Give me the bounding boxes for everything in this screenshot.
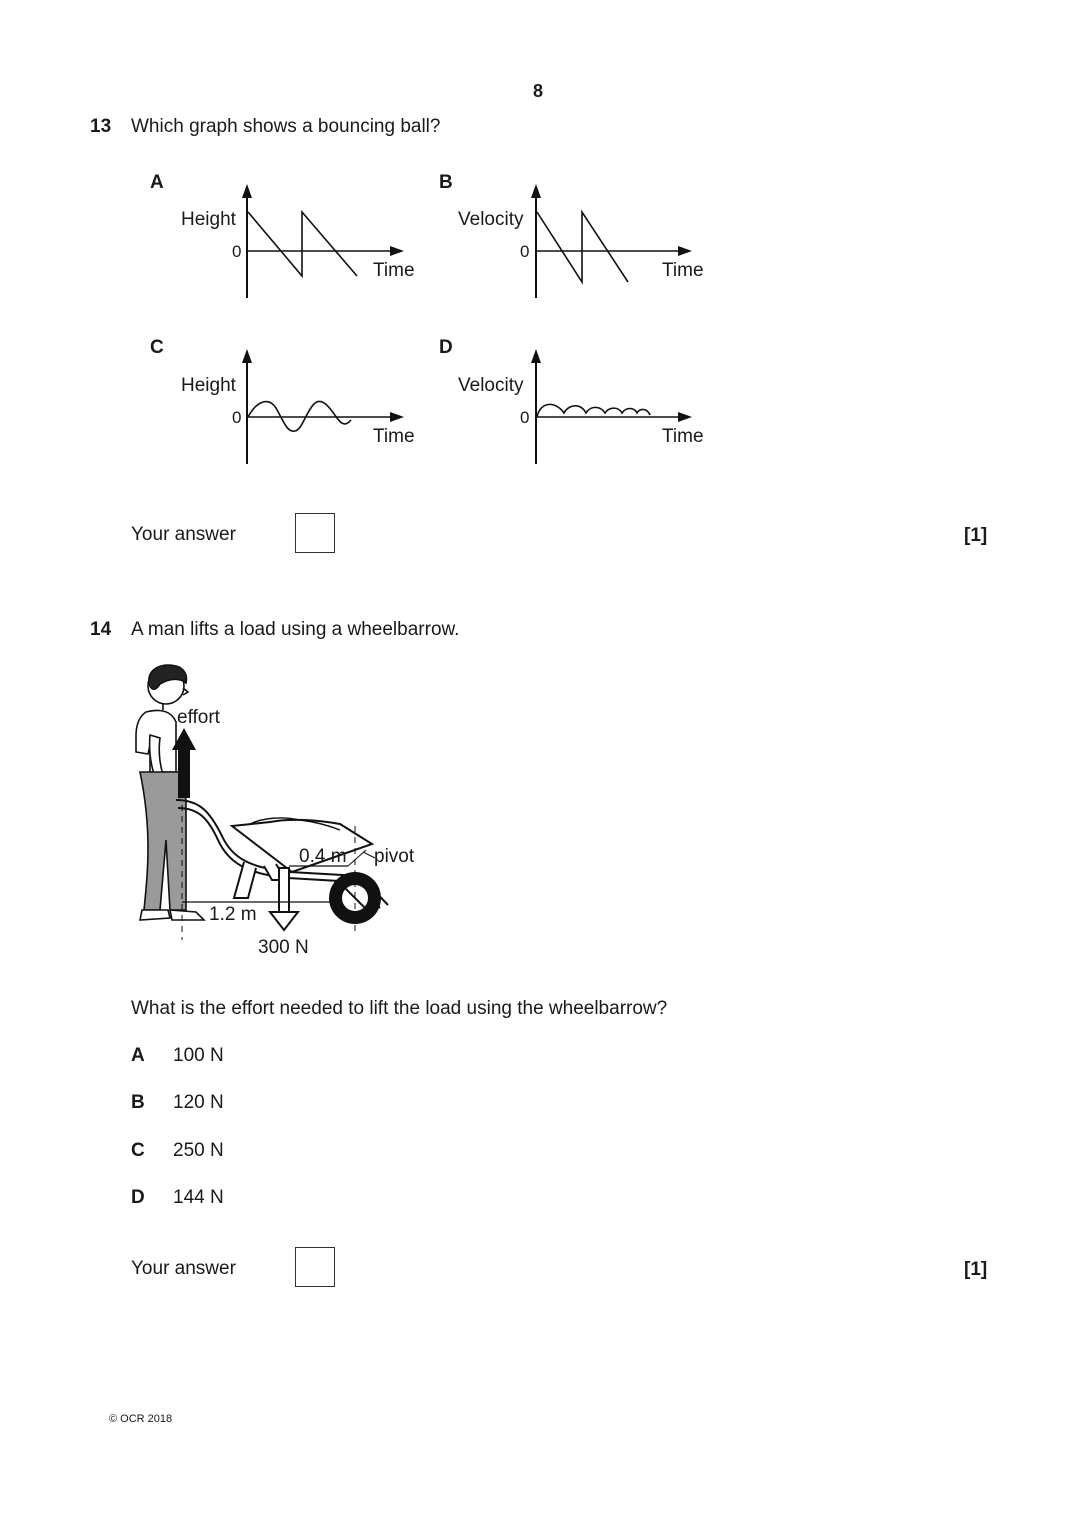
q13-marks: [1] xyxy=(964,525,988,546)
option-d-letter: D xyxy=(131,1187,145,1208)
option-c-letter: C xyxy=(131,1140,145,1161)
option-b-letter: B xyxy=(131,1092,145,1113)
graph-a-x-label: Time xyxy=(373,260,415,281)
graph-d-letter: D xyxy=(439,337,453,358)
option-a-value: 100 N xyxy=(173,1045,224,1066)
question-14-number: 14 xyxy=(90,619,112,640)
pivot-label: pivot xyxy=(374,846,415,867)
graph-c-x-label: Time xyxy=(373,426,415,447)
effort-label: effort xyxy=(177,707,220,728)
load-300n-label: 300 N xyxy=(258,937,309,958)
graph-b-y-label: Velocity xyxy=(458,209,524,230)
graph-c-zero: 0 xyxy=(232,408,242,427)
question-13-number: 13 xyxy=(90,116,112,137)
copyright-footer: © OCR 2018 xyxy=(109,1413,173,1425)
option-d-value: 144 N xyxy=(173,1187,224,1208)
distance-1-2m-label: 1.2 m xyxy=(209,904,257,925)
distance-0-4m-label: 0.4 m xyxy=(299,846,347,867)
graph-b-x-label: Time xyxy=(662,260,704,281)
option-b-value: 120 N xyxy=(173,1092,224,1113)
q14-answer-box[interactable] xyxy=(295,1247,335,1287)
question-13-text: Which graph shows a bouncing ball? xyxy=(131,116,441,137)
q13-answer-label: Your answer xyxy=(131,524,236,545)
graph-d-zero: 0 xyxy=(520,408,530,427)
graph-a-y-label: Height xyxy=(181,209,236,230)
graph-a-zero: 0 xyxy=(232,242,242,261)
q14-answer-label: Your answer xyxy=(131,1258,236,1279)
graph-d-y-label: Velocity xyxy=(458,375,524,396)
graph-c-y-label: Height xyxy=(181,375,236,396)
graph-a-letter: A xyxy=(150,172,164,193)
option-c-value: 250 N xyxy=(173,1140,224,1161)
graph-d-x-label: Time xyxy=(662,426,704,447)
option-a-letter: A xyxy=(131,1045,145,1066)
man-figure xyxy=(136,665,204,920)
graph-b-zero: 0 xyxy=(520,242,530,261)
question-14-prompt: What is the effort needed to lift the load using the wheelbarrow? xyxy=(131,998,668,1019)
graph-b-letter: B xyxy=(439,172,453,193)
graph-c-letter: C xyxy=(150,337,164,358)
q14-marks: [1] xyxy=(964,1259,988,1280)
question-14-text: A man lifts a load using a wheelbarrow. xyxy=(131,619,460,640)
page-number: 8 xyxy=(533,81,544,101)
